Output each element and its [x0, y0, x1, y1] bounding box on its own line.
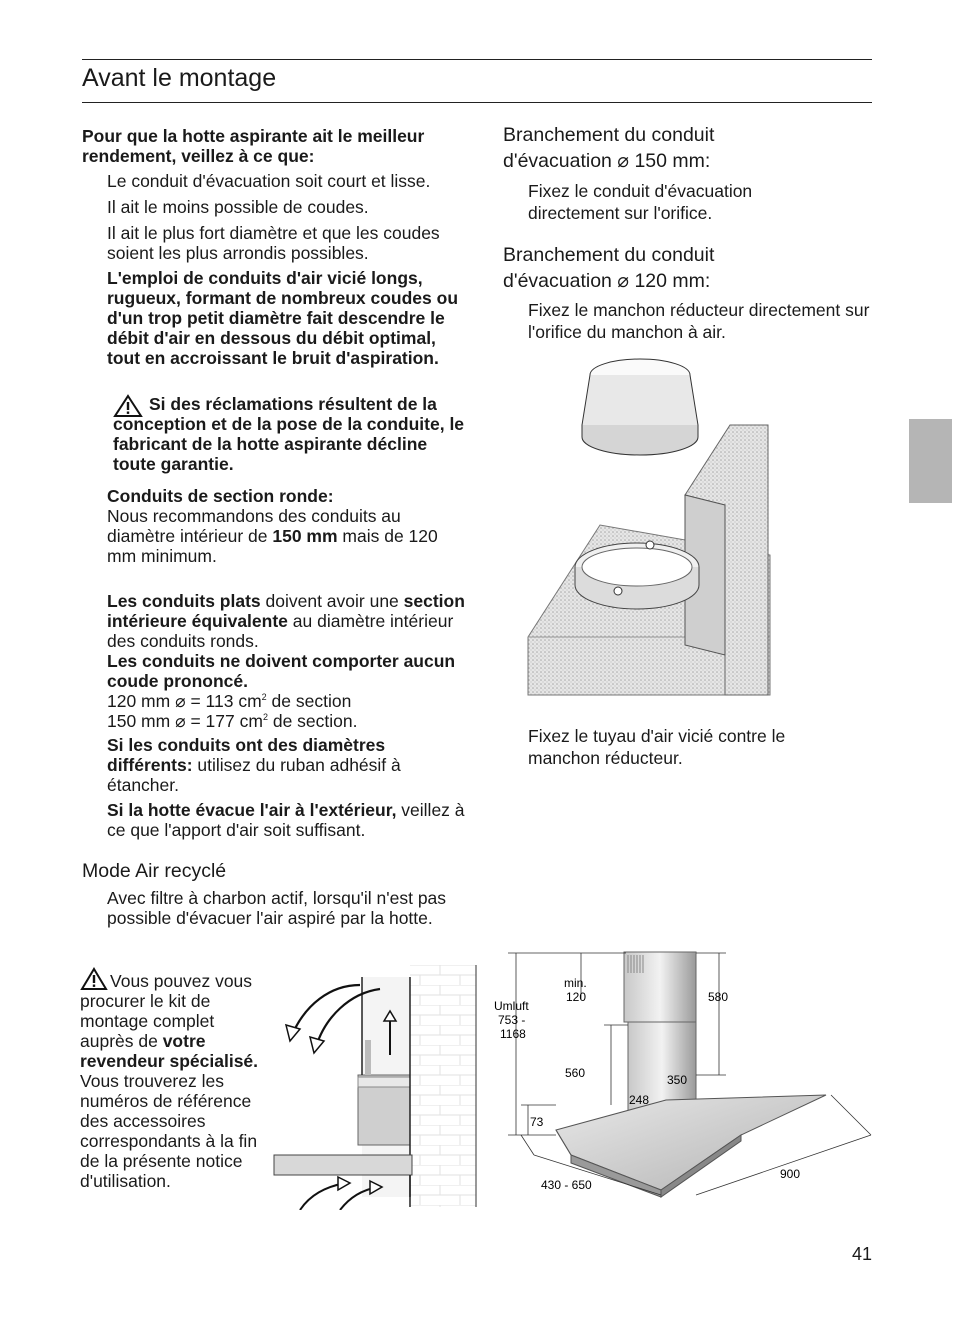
- flat-ducts-a: Les conduits plats: [107, 591, 261, 611]
- kit-block: [80, 971, 272, 1191]
- section-120: [107, 691, 467, 711]
- label-430-650: 430 - 650: [541, 1178, 592, 1192]
- round-ducts-text-c: mais de 120 mm minimum.: [107, 526, 438, 566]
- sup-2: 2: [262, 712, 268, 723]
- warning-triangle-icon: [113, 394, 143, 422]
- kit-c: Vous trouverez les numéros de référence des accessoires correspondants à la fin de la présente notice d'utilisation.: [80, 1071, 258, 1191]
- dimension-illustration: [486, 945, 876, 1200]
- warranty-notice-text: Si des réclamations résultent de la conception et de la pose de la conduite, le fabricant de la hotte aspirante décline toute garantie.: [113, 394, 465, 474]
- recirculation-illustration: [270, 965, 482, 1210]
- intro-heading: Pour que la hotte aspirante ait le meilleur rendement, veillez à ce que:: [82, 126, 425, 166]
- connection-150-heading: Branchement du conduit d'évacuation ⌀ 150 mm:: [503, 124, 715, 172]
- connection-120-heading: Branchement du conduit d'évacuation ⌀ 120 mm:: [503, 244, 715, 292]
- section-150-a: 150 mm ⌀ = 177 cm: [107, 711, 263, 731]
- label-umluft-range-b: 1168: [500, 1027, 526, 1041]
- section-120-b: de section: [266, 691, 352, 711]
- label-umluft: Umluft: [494, 999, 529, 1013]
- label-900: 900: [780, 1167, 801, 1181]
- warranty-notice: [113, 394, 473, 474]
- diameters-a: Si les conduits ont des diamètres différents:: [107, 735, 386, 775]
- flat-ducts-c: section intérieure équivalente: [107, 591, 465, 631]
- label-560: 560: [565, 1066, 586, 1080]
- title-rule: [82, 102, 872, 103]
- round-ducts-heading: Conduits de section ronde:: [107, 486, 334, 506]
- section-150: [107, 711, 467, 731]
- flat-ducts-b: doivent avoir une: [260, 591, 404, 611]
- label-umluft-range-a: 753 -: [498, 1013, 526, 1027]
- round-ducts-block: [107, 486, 472, 566]
- diameters-b: utilisez du ruban adhésif à étancher.: [107, 755, 401, 795]
- pipe-fixing-text: Fixez le tuyau d'air vicié contre le manchon réducteur.: [528, 726, 786, 768]
- label-73: 73: [530, 1115, 544, 1129]
- recirculation-heading: Mode Air recyclé: [82, 860, 227, 882]
- kit-b: votre revendeur spécialisé.: [80, 1031, 259, 1071]
- section-120-a: 120 mm ⌀ = 113 cm: [107, 691, 262, 711]
- label-580: 580: [708, 990, 729, 1004]
- section-tab: [909, 419, 952, 503]
- recirculation-text: Avec filtre à charbon actif, lorsqu'il n'est pas possible d'évacuer l'air aspiré par la hotte.: [107, 888, 447, 928]
- diameters-block: [107, 735, 447, 795]
- exterior-a: Si la hotte évacue l'air à l'extérieur,: [107, 800, 397, 820]
- page-number: 41: [851, 1244, 872, 1264]
- kit-a: Vous pouvez vous procurer le kit de montage complet auprès de: [80, 971, 253, 1051]
- connection-120-text: Fixez le manchon réducteur directement sur l'orifice du manchon à air.: [528, 300, 870, 342]
- round-ducts-text-a: Nous recommandons des conduits au diamètre intérieur de: [107, 506, 401, 546]
- bullet-short-smooth: Le conduit d'évacuation soit court et lisse.: [107, 171, 431, 191]
- sup-2: 2: [261, 692, 267, 703]
- exterior-b: veillez à ce que l'apport d'air soit suffisant.: [107, 800, 465, 840]
- flat-ducts-no-bend: Les conduits ne doivent comporter aucun coude prononcé.: [107, 651, 456, 691]
- flat-ducts-d: au diamètre intérieur des conduits ronds.: [107, 611, 454, 651]
- bullet-few-bends: Il ait le moins possible de coudes.: [107, 197, 369, 217]
- bullet-large-diameter: Il ait le plus fort diamètre et que les coudes soient les plus arrondis possibles.: [107, 223, 440, 263]
- section-150-b: de section.: [267, 711, 358, 731]
- label-min-val: 120: [566, 990, 587, 1004]
- label-248: 248: [629, 1093, 650, 1107]
- warning-triangle-icon: [80, 967, 108, 995]
- exterior-block: [107, 800, 477, 840]
- reducer-illustration: [520, 355, 780, 697]
- label-min: min.: [564, 976, 587, 990]
- round-ducts-text-b: 150 mm: [272, 526, 338, 546]
- duct-warning: L'emploi de conduits d'air vicié longs, rugueux, formant de nombreux coudes ou d'un trop petit diamètre fait descendre le débit d'air en dessous du débit optimal, tout en accroissant le bruit d'aspiration.: [107, 268, 459, 368]
- page-title: Avant le montage: [82, 64, 277, 92]
- label-350: 350: [667, 1073, 688, 1087]
- connection-150-text: Fixez le conduit d'évacuation directement sur l'orifice.: [528, 181, 753, 223]
- flat-ducts-block: [107, 591, 467, 731]
- top-rule: [82, 59, 872, 60]
